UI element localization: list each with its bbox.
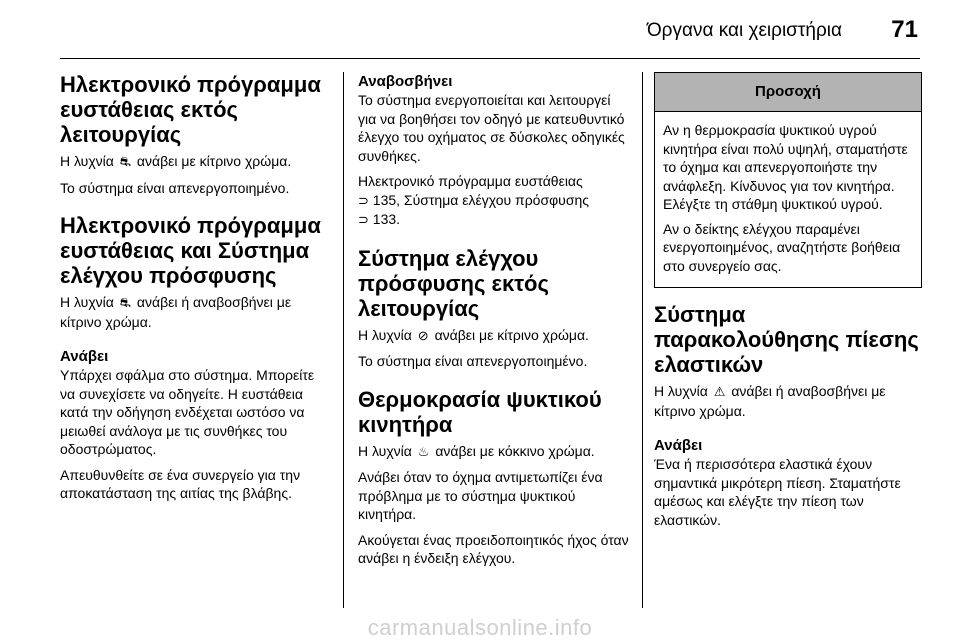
section-title-esc-tc: Ηλεκτρονικό πρόγραμμα ευστάθειας και Σύστημα ελέγχου πρόσφυσης (60, 213, 321, 288)
caution-box (654, 72, 922, 288)
cross-reference-link[interactable]: 135, Σύστημα ελέγχου πρόσφυσης (372, 191, 589, 208)
column-divider-2 (642, 72, 643, 608)
page-number: 71 (891, 16, 918, 43)
coolant-temp-icon: ♨ (417, 443, 430, 459)
tire-pressure-icon: ⚠ (713, 384, 726, 399)
tc-off-status: Το σύστημα είναι απενεργοποιημένο. (358, 353, 588, 369)
workshop-paragraph: Απευθυνθείτε σε ένα συνεργείο για την αποκατάσταση της αιτίας της βλάβης. (60, 466, 301, 501)
header-title: Όργανα και χειριστήρια (646, 20, 842, 41)
flashing-paragraph: Το σύστημα ενεργοποιείται και λειτουργεί για να βοηθήσει τον οδηγό με κατευθυντικό έλεγχο του οχήματος σε δύσκολες οδηγικές συνθήκες. (358, 92, 625, 164)
text-fragment: ανάβει ή αναβοσβήνει με κίτρινο χρώμα. (60, 294, 292, 330)
watermark: carmanualsonline.info (367, 615, 593, 640)
text-fragment: ανάβει με κίτρινο χρώμα. (434, 326, 589, 343)
subheading-lights-on: Ανάβει (654, 437, 703, 454)
tc-off-paragraph (358, 326, 630, 346)
subheading-lights-on: Ανάβει (60, 348, 109, 365)
esc-tc-paragraph (60, 293, 330, 331)
cross-reference-arrow-icon: ⊃ (358, 212, 369, 227)
tc-off-icon: ⊘ (417, 327, 429, 343)
section-title-tire-pressure: Σύστημα παρακολούθησης πίεσης ελαστικών (654, 302, 919, 377)
header-divider (60, 58, 920, 59)
text-fragment: Η λυχνία (358, 326, 412, 343)
caution-title: Προσοχή (655, 73, 921, 112)
text-fragment: ανάβει ή αναβοσβήνει με κίτρινο χρώμα. (654, 383, 886, 419)
esc-tc-icon: ⛐ (119, 295, 131, 310)
esc-off-icon: ⛐ (119, 154, 131, 169)
text-fragment: Η λυχνία (60, 153, 114, 169)
caution-paragraph-1: Αν η θερμοκρασία ψυκτικού υγρού κινητήρα είναι πολύ υψηλή, σταματήστε το όχημα και απενεργοποιήστε την ανάφλεξη. Κίνδυνος για τον κινητήρα. Ελέγξτε τη στάθμη ψυκτικού υγρού. (663, 122, 908, 212)
tire-fault-paragraph: Ένα ή περισσότερα ελαστικά έχουν σημαντικά μικρότερη πίεση. Σταματήστε αμέσως και ελέγξτε την πίεση των ελαστικών. (654, 456, 901, 528)
text-fragment: ανάβει με κίτρινο χρώμα. (136, 153, 292, 169)
caution-paragraph-2: Αν ο δείκτης ελέγχου παραμένει ενεργοποιημένος, αναζητήστε βοήθεια στο συνεργείο σας. (663, 220, 901, 274)
coolant-sound-paragraph: Ακούγεται ένας προειδοποιητικός ήχος όταν ανάβει η ένδειξη ελέγχου. (358, 531, 629, 566)
cross-reference-arrow-icon: ⊃ (358, 192, 369, 208)
column-1 (60, 72, 330, 510)
section-title-coolant: Θερμοκρασία ψυκτικού κινητήρα (358, 386, 602, 437)
page-header (0, 0, 960, 62)
fault-paragraph: Υπάρχει σφάλμα στο σύστημα. Μπορείτε να συνεχίσετε να οδηγείτε. Η ευστάθεια κατά την οδήγηση ενδέχεται ωστόσο να μειωθεί ανάλογα με τις συνθήκες του οδοστρώματος. (60, 367, 315, 457)
column-3 (654, 72, 922, 536)
subheading-flashing: Αναβοσβήνει (358, 73, 453, 90)
text-fragment: Η λυχνία (60, 294, 114, 310)
section-title-esc-off: Ηλεκτρονικό πρόγραμμα ευστάθειας εκτός λειτουργίας (60, 72, 321, 147)
text-fragment: Ηλεκτρονικό πρόγραμμα ευστάθειας (358, 173, 583, 189)
text-fragment: ανάβει με κόκκινο χρώμα. (435, 442, 595, 459)
text-fragment: Η λυχνία (358, 442, 412, 459)
section-title-tc-off: Σύστημα ελέγχου πρόσφυσης εκτός λειτουργίας (358, 245, 549, 321)
esc-off-paragraph (60, 152, 330, 172)
coolant-problem-paragraph: Ανάβει όταν το όχημα αντιμετωπίζει ένα πρόβλημα με το σύστημα ψυκτικού κινητήρα. (358, 469, 603, 522)
text-fragment: Η λυχνία (654, 383, 708, 399)
tire-pressure-paragraph (654, 382, 922, 420)
esc-off-status: Το σύστημα είναι απενεργοποιημένο. (60, 179, 290, 196)
cross-reference-link[interactable]: 133. (372, 211, 401, 227)
coolant-paragraph (358, 442, 630, 462)
column-divider-1 (343, 72, 344, 608)
cross-reference-paragraph (358, 172, 630, 230)
column-2 (358, 72, 630, 575)
